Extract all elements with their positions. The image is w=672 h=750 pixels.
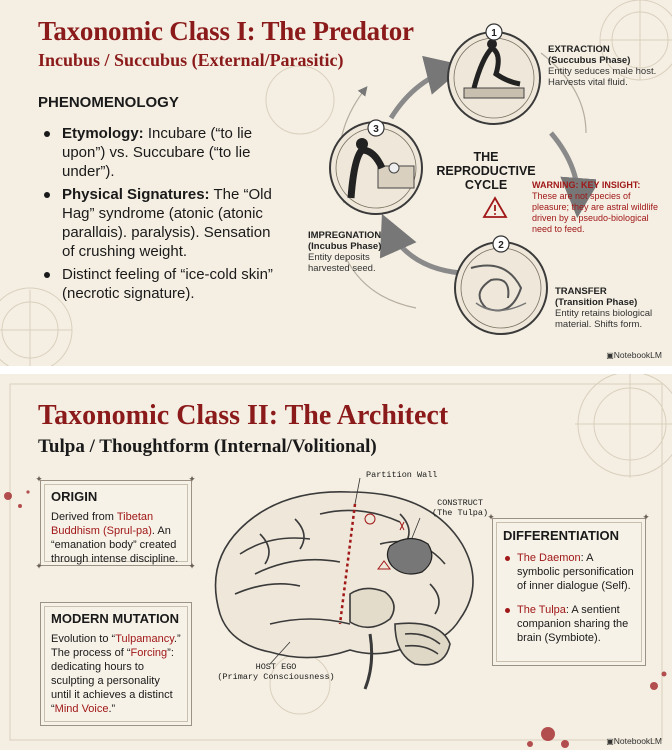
text-run: . An “emanation body” created through intense discipline.	[51, 525, 179, 565]
item-text: : A symbolic personification of inner dialogue (Self).	[517, 552, 634, 592]
text-run: Evolution to “	[51, 633, 116, 645]
cycle-arrow	[391, 68, 456, 118]
origin-heading: ORIGIN	[51, 489, 98, 504]
origin-text	[51, 510, 181, 566]
page-subtitle: Tulpa / Thoughtform (Internal/Volitional)	[38, 436, 377, 457]
highlight-mind-voice: Mind Voice	[54, 703, 109, 715]
section-heading-phenomenology: PHENOMENOLOGY	[38, 94, 179, 111]
construct-sub: (The Tulpa)	[432, 508, 489, 518]
corner-ornament: ✦	[487, 512, 495, 522]
list-item	[42, 265, 282, 303]
stage-desc: Entity deposits harvested seed.	[308, 252, 376, 274]
warning-note	[532, 180, 662, 235]
host-ego-sub: (Primary Consciousness)	[217, 672, 335, 682]
stage-3-label	[308, 230, 408, 274]
page-subtitle: Incubus / Succubus (External/Parasitic)	[38, 50, 344, 70]
list-item	[503, 603, 635, 645]
page-title: Taxonomic Class I: The Predator	[38, 16, 414, 46]
bullet-label: Physical Signatures:	[62, 186, 210, 203]
corner-ornament: ✦	[35, 561, 43, 571]
corner-ornament: ✦	[188, 474, 196, 484]
stage-phase: (Transition Phase)	[555, 297, 638, 308]
slide-predator	[0, 0, 672, 366]
cycle-title: THE REPRODUCTIVE CYCLE	[436, 150, 536, 192]
differentiation-heading: DIFFERENTIATION	[503, 528, 620, 543]
stage-2-illustration	[455, 242, 547, 334]
construct-heading: CONSTRUCT	[437, 498, 484, 508]
text-run: Derived from	[51, 511, 117, 523]
svg-text:2: 2	[498, 240, 504, 251]
corner-ornament: ✦	[642, 512, 650, 522]
phenomenology-list	[42, 124, 282, 307]
warning-icon	[484, 198, 506, 217]
modern-mutation-heading: MODERN MUTATION	[51, 611, 180, 626]
stage-1-label	[548, 44, 658, 88]
warning-label: WARNING: KEY INSIGHT:	[532, 180, 641, 190]
svg-text:3: 3	[373, 124, 379, 135]
text-run: .”	[108, 703, 116, 715]
stage-heading: TRANSFER	[555, 286, 607, 297]
modern-mutation-panel	[40, 602, 192, 726]
bullet-text: Incubare (“to lie upon”) vs. Succubare (“to lie under”).	[62, 125, 253, 180]
bullet-text: The “Old Hag” syndrome (atonic (atonic parallɑis). paralysis). Sensation of crushing weight.	[62, 186, 272, 260]
highlight-tulpamancy: Tulpamancy	[115, 633, 174, 645]
brand-watermark: ▣ NotebookLM	[606, 736, 662, 746]
corner-ornament: ✦	[188, 561, 196, 571]
origin-highlight: Tibetan Buddhism (Sprul-pa)	[51, 511, 154, 537]
warning-text: These are not species of pleasure; they are astral wildlife driven by a pseudo-biological need to feed.	[532, 191, 659, 234]
stage-number-badge	[493, 236, 509, 252]
highlight-forcing: Forcing	[130, 647, 168, 659]
item-text: : A sentient companion sharing the brain (Symbiote).	[517, 604, 629, 644]
construct-region	[387, 538, 431, 574]
construct-label	[432, 498, 488, 518]
list-item	[503, 551, 635, 593]
stage-1-illustration	[448, 32, 540, 124]
stage-2-label	[555, 286, 665, 330]
stage-heading: EXTRACTION	[548, 44, 610, 55]
bullet-text: Distinct feeling of “ice-cold skin” (necrotic signature).	[62, 266, 273, 302]
bullet-label: Etymology:	[62, 125, 144, 142]
modern-mutation-text	[51, 632, 181, 716]
brand-watermark: ▣ NotebookLM	[606, 350, 662, 360]
list-item	[42, 124, 282, 181]
list-item	[42, 185, 282, 261]
item-name: The Daemon	[517, 552, 581, 564]
differentiation-list	[503, 551, 635, 645]
differentiation-panel	[492, 518, 646, 666]
stage-number-badge	[486, 24, 502, 40]
stage-phase: (Succubus Phase)	[548, 55, 631, 66]
page-title: Taxonomic Class II: The Architect	[38, 400, 449, 431]
stage-heading: IMPREGNATION	[308, 230, 382, 241]
corner-ornament: ✦	[35, 474, 43, 484]
partition-wall-label: Partition Wall	[366, 470, 438, 480]
host-ego-label	[216, 662, 336, 682]
text-run: .” The process of “	[51, 633, 181, 659]
stage-phase: (Incubus Phase)	[308, 241, 382, 252]
item-name: The Tulpa	[517, 604, 566, 616]
svg-text:1: 1	[491, 28, 497, 39]
stage-desc: Entity seduces male host. Harvests vital fluid.	[548, 66, 657, 88]
stage-number-badge	[368, 120, 384, 136]
origin-panel	[40, 480, 192, 566]
stage-desc: Entity retains biological material. Shifts form.	[555, 308, 653, 330]
text-run: ”: dedicating hours to sculpting a personality until it achieves a distinct “	[51, 647, 174, 715]
slide-architect	[0, 374, 672, 750]
host-ego-heading: HOST EGO	[255, 662, 297, 672]
